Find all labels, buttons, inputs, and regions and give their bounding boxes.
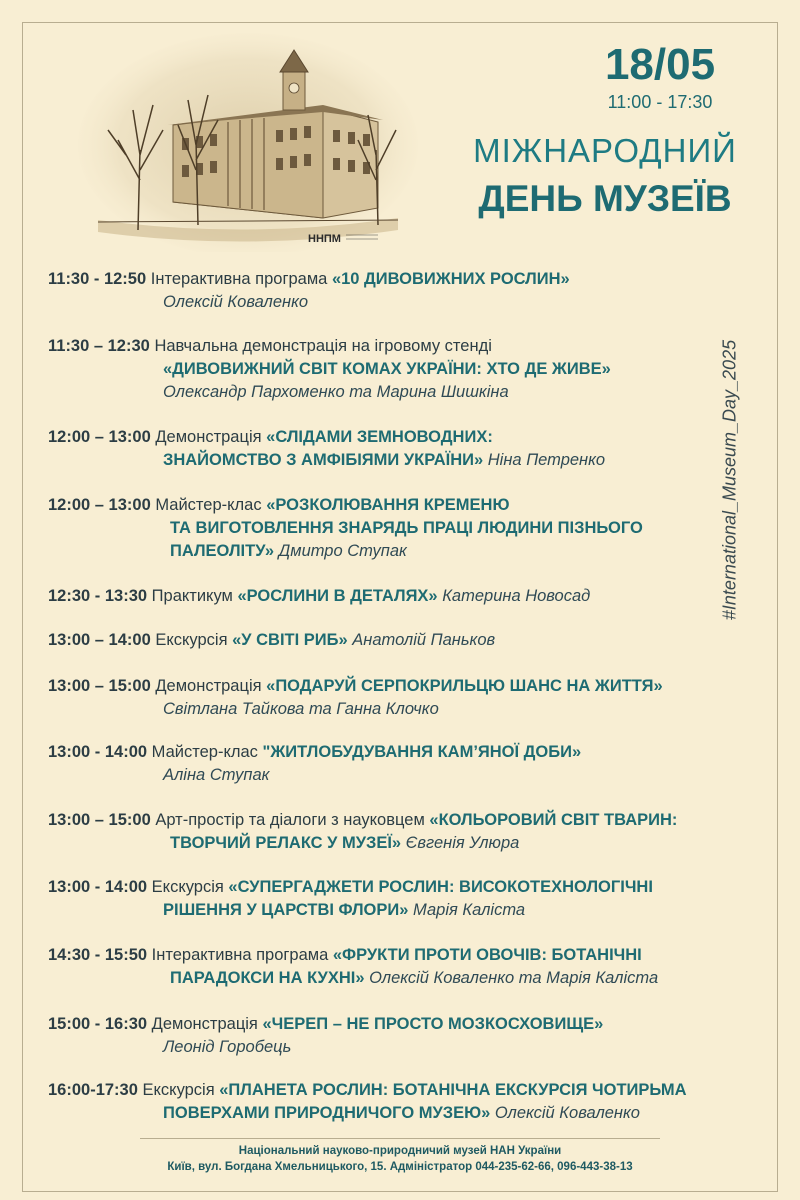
event-title-cont: ТА ВИГОТОВЛЕННЯ ЗНАРЯДЬ ПРАЦІ ЛЮДИНИ ПІЗНЬОГО: [170, 519, 643, 537]
event-presenter: Олексій Коваленко: [494, 1104, 640, 1122]
event-title-cont: ЗНАЙОМСТВО З АМФІБІЯМИ УКРАЇНИ»: [163, 451, 484, 469]
event-hours: 11:00 - 17:30: [607, 92, 713, 112]
event-type: Практикум: [151, 587, 233, 605]
museum-logo: ННПМ: [308, 233, 341, 245]
schedule-item: [48, 1079, 768, 1125]
event-title-cont: ПАЛЕОЛІТУ»: [170, 542, 275, 560]
event-presenter: Олексій Коваленко: [163, 293, 309, 311]
event-time: 13:00 – 15:00: [48, 811, 151, 829]
event-type: Екскурсія: [142, 1081, 215, 1099]
event-type: Демонстрація: [155, 428, 262, 446]
event-title: «У СВІТІ РИБ»: [232, 631, 348, 649]
event-title: «ПОДАРУЙ СЕРПОКРИЛЬЦЮ ШАНС НА ЖИТТЯ»: [266, 677, 663, 695]
event-presenter: Дмитро Ступак: [278, 542, 407, 560]
event-title-cont: ПАРАДОКСИ НА КУХНІ»: [170, 969, 365, 987]
event-presenter: Марія Каліста: [413, 901, 526, 919]
event-time: 15:00 - 16:30: [48, 1015, 148, 1033]
page-title-line1: МІЖНАРОДНИЙ: [473, 132, 737, 169]
event-title-cont: ПОВЕРХАМИ ПРИРОДНИЧОГО МУЗЕЮ»: [163, 1104, 491, 1122]
event-title: "ЖИТЛОБУДУВАННЯ КАМ’ЯНОЇ ДОБИ»: [262, 743, 582, 761]
event-time: 12:30 - 13:30: [48, 587, 148, 605]
event-time: 16:00-17:30: [48, 1081, 138, 1099]
event-time: 14:30 - 15:50: [48, 946, 148, 964]
schedule-item: [48, 268, 768, 314]
schedule-item: [48, 944, 768, 990]
footer-contacts: Київ, вул. Богдана Хмельницького, 15. Адміністратор 044-235-62-66, 096-443-38-13: [167, 1161, 633, 1173]
event-time: 11:30 - 12:50: [48, 270, 147, 288]
event-title-cont: ТВОРЧИЙ РЕЛАКС У МУЗЕЇ»: [170, 834, 402, 852]
event-time: 11:30 – 12:30: [48, 337, 150, 355]
event-title: «10 ДИВОВИЖНИХ РОСЛИН»: [331, 270, 570, 288]
event-type: Демонстрація: [155, 677, 262, 695]
event-title: «ДИВОВИЖНИЙ СВІТ КОМАХ УКРАЇНИ: ХТО ДЕ ЖИВЕ»: [163, 360, 611, 378]
event-presenter: Олексій Коваленко та Марія Каліста: [369, 969, 659, 987]
event-time: 13:00 – 14:00: [48, 631, 151, 649]
event-presenter: Катерина Новосад: [442, 587, 591, 605]
event-title: «РОСЛИНИ В ДЕТАЛЯХ»: [237, 587, 438, 605]
event-time: 12:00 – 13:00: [48, 428, 151, 446]
event-time: 13:00 – 15:00: [48, 677, 151, 695]
event-type: Інтерактивна програма: [150, 270, 328, 288]
event-type: Інтерактивна програма: [151, 946, 329, 964]
event-type: Екскурсія: [151, 878, 224, 896]
event-presenter: Ніна Петренко: [487, 451, 606, 469]
event-type: Майстер-клас: [151, 743, 258, 761]
event-title: «ЧЕРЕП – НЕ ПРОСТО МОЗКОСХОВИЩЕ»: [262, 1015, 604, 1033]
event-time: 13:00 - 14:00: [48, 743, 148, 761]
event-type: Екскурсія: [155, 631, 228, 649]
event-presenter: Олександр Пархоменко та Марина Шишкіна: [163, 383, 509, 401]
event-date: 18/05: [604, 40, 716, 89]
schedule-item: [48, 675, 768, 721]
event-title: «ПЛАНЕТА РОСЛИН: БОТАНІЧНА ЕКСКУРСІЯ ЧОТИРЬМА: [219, 1081, 687, 1099]
event-presenter: Леонід Горобець: [163, 1038, 292, 1056]
page-title-line2: ДЕНЬ МУЗЕЇВ: [478, 178, 732, 219]
event-time: 13:00 - 14:00: [48, 878, 148, 896]
event-presenter: Аліна Ступак: [163, 766, 270, 784]
event-title: «СЛІДАМИ ЗЕМНОВОДНИХ:: [266, 428, 493, 446]
event-title-cont: РІШЕННЯ У ЦАРСТВІ ФЛОРИ»: [163, 901, 409, 919]
event-title: «ФРУКТИ ПРОТИ ОВОЧІВ: БОТАНІЧНІ: [332, 946, 642, 964]
footer: [0, 1138, 800, 1175]
schedule-item: [48, 1013, 768, 1059]
schedule-item: [48, 426, 768, 472]
schedule-item: [48, 629, 768, 652]
schedule-item: [48, 494, 768, 563]
schedule-item: [48, 809, 768, 855]
museum-building-illustration: [78, 30, 418, 252]
schedule-item: [48, 585, 768, 608]
event-type: Майстер-клас: [155, 496, 262, 514]
event-type: Арт-простір та діалоги з науковцем: [155, 811, 425, 829]
event-time: 12:00 – 13:00: [48, 496, 151, 514]
hashtag: #International_Museum_Day_2025: [719, 339, 740, 621]
schedule-item: [48, 741, 768, 787]
event-type: Демонстрація: [151, 1015, 258, 1033]
event-title: «КОЛЬОРОВИЙ СВІТ ТВАРИН:: [429, 811, 678, 829]
event-title: «РОЗКОЛЮВАННЯ КРЕМЕНЮ: [266, 496, 510, 514]
schedule-item: [48, 876, 768, 922]
event-presenter: Анатолій Паньков: [352, 631, 496, 649]
event-type: Навчальна демонстрація на ігровому стенді: [154, 337, 492, 355]
footer-divider: [140, 1138, 660, 1139]
event-presenter: Світлана Тайкова та Ганна Клочко: [163, 700, 439, 718]
event-presenter: Євгенія Улюра: [405, 834, 520, 852]
schedule-item: [48, 335, 768, 404]
event-title: «СУПЕРГАДЖЕТИ РОСЛИН: ВИСОКОТЕХНОЛОГІЧНІ: [228, 878, 653, 896]
footer-institution: Національний науково-природничий музей НАН України: [238, 1145, 562, 1157]
